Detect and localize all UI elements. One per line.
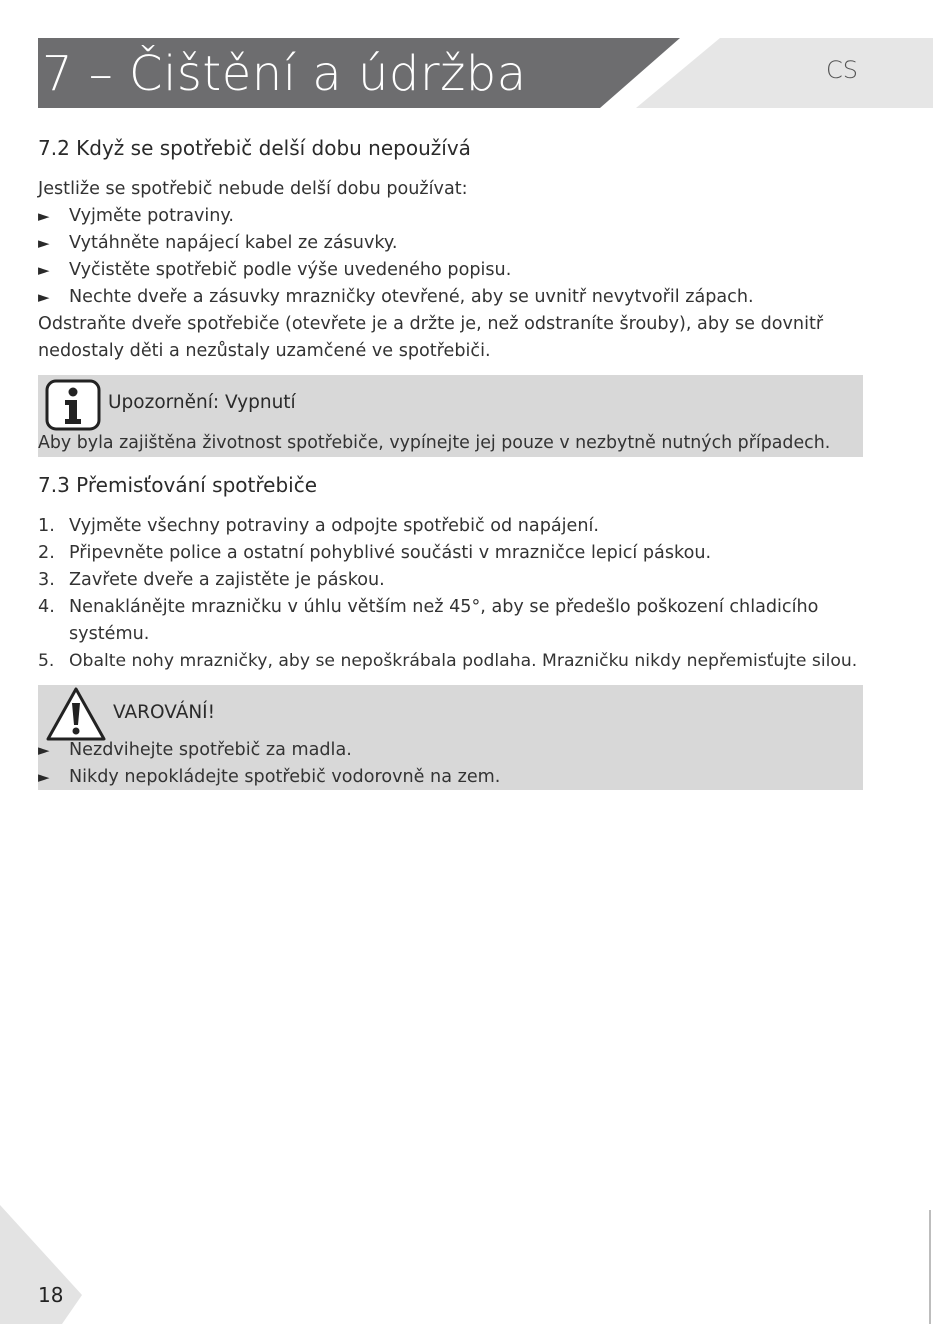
list-item-text: Nechte dveře a zásuvky mrazničky otevřené, aby se uvnitř nevytvořil zápach. [69, 287, 754, 307]
list-item [38, 257, 511, 283]
list-item [38, 284, 754, 310]
bullet-arrow-icon: ► [38, 207, 50, 225]
section-heading-7-3: 7.3 Přemisťování spotřebiče [38, 473, 318, 497]
notice-text: Aby byla zajištěna životnost spotřebiče, vypínejte jej pouze v nezbytně nutných případech. [38, 433, 831, 453]
list-item [38, 203, 234, 229]
notice-title: Upozornění: Vypnutí [108, 392, 296, 413]
bullet-arrow-icon: ► [38, 261, 50, 279]
list-item-text: Nezdvihejte spotřebič za madla. [69, 740, 352, 760]
list-item-text: systému. [69, 624, 150, 644]
page-edge-line [929, 1210, 931, 1324]
list-item-text: Vyjměte všechny potraviny a odpojte spotřebič od napájení. [69, 516, 600, 536]
list-item [38, 594, 818, 620]
page-number: 18 [38, 1283, 64, 1307]
notice-box [38, 375, 863, 457]
list-item [38, 513, 599, 539]
list-item-number: 2. [38, 543, 55, 563]
list-item [38, 230, 397, 256]
section-intro: Jestliže se spotřebič nebude delší dobu používat: [38, 179, 468, 199]
list-item-continuation [38, 621, 149, 647]
list-item-number: 3. [38, 570, 55, 590]
chapter-header [0, 0, 933, 120]
warning-icon [44, 685, 108, 743]
list-item [38, 540, 711, 566]
warning-title: VAROVÁNÍ! [113, 702, 216, 723]
list-item-text: Nikdy nepokládejte spotřebič vodorovně na zem. [69, 767, 501, 787]
list-item [38, 567, 385, 593]
list-item [38, 764, 500, 790]
section-heading-7-2: 7.2 Když se spotřebič delší dobu nepoužívá [38, 136, 471, 160]
list-item-text: Vytáhněte napájecí kabel ze zásuvky. [69, 233, 398, 253]
info-icon [44, 377, 106, 433]
list-item-text: Připevněte police a ostatní pohyblivé součásti v mrazničce lepicí páskou. [69, 543, 712, 563]
bullet-arrow-icon: ► [38, 741, 50, 759]
language-code: CS [826, 56, 858, 84]
list-item-text: Vyčistěte spotřebič podle výše uvedeného popisu. [69, 260, 512, 280]
bullet-arrow-icon: ► [38, 768, 50, 786]
list-item-number: 5. [38, 651, 55, 671]
paragraph-line: nedostaly děti a nezůstaly uzamčené ve spotřebiči. [38, 341, 491, 361]
list-item [38, 648, 857, 674]
list-item-text: Nenaklánějte mrazničku v úhlu větším než 45°, aby se předešlo poškození chladicího [69, 597, 819, 617]
list-item-text: Vyjměte potraviny. [69, 206, 234, 226]
paragraph-line: Odstraňte dveře spotřebiče (otevřete je a držte je, než odstraníte šrouby), aby se dovnitř [38, 314, 824, 334]
header-light-tab [636, 38, 933, 108]
bullet-arrow-icon: ► [38, 234, 50, 252]
list-item-number: 4. [38, 597, 55, 617]
warning-box [38, 685, 863, 790]
chapter-title: 7 – Čištění a údržba [42, 46, 527, 102]
list-item [38, 737, 352, 763]
bullet-arrow-icon: ► [38, 288, 50, 306]
list-item-text: Obalte nohy mrazničky, aby se nepoškrábala podlaha. Mrazničku nikdy nepřemisťujte silou. [69, 651, 858, 671]
list-item-text: Zavřete dveře a zajistěte je páskou. [69, 570, 385, 590]
list-item-number: 1. [38, 516, 55, 536]
